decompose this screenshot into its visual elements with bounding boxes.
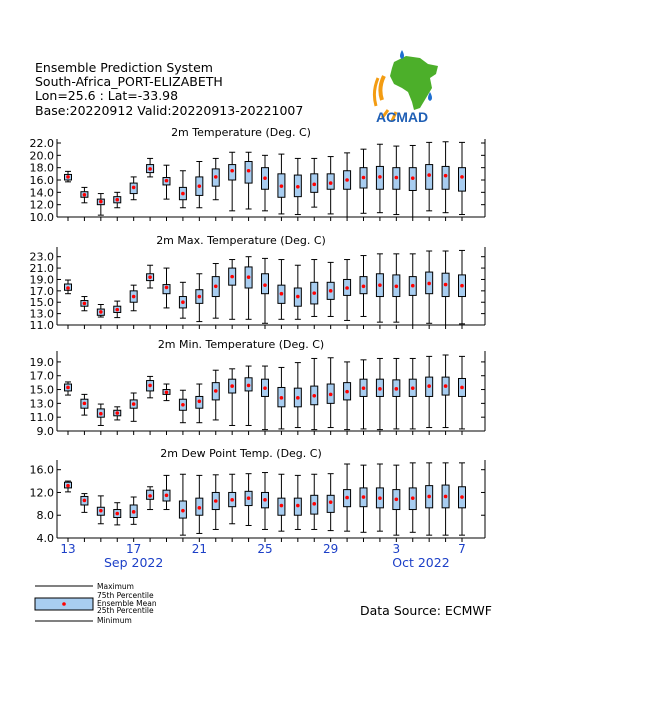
- mean-marker: [280, 184, 284, 188]
- box-plot-2: [376, 254, 383, 322]
- box-plot-20: [179, 474, 186, 535]
- mean-marker: [345, 390, 349, 394]
- box-plot-6: [442, 142, 449, 213]
- mean-marker: [329, 393, 333, 397]
- box-plot-27: [294, 265, 301, 319]
- y-tick-label: 12.0: [29, 198, 54, 212]
- mean-marker: [214, 175, 218, 179]
- box-plot-3: [393, 358, 400, 428]
- box-plot-2: [376, 358, 383, 429]
- box-plot-15: [97, 496, 104, 524]
- box-plot-15: [97, 404, 104, 425]
- mean-marker: [247, 384, 251, 388]
- box-plot-5: [426, 463, 433, 535]
- box-plot-18: [147, 376, 154, 397]
- box-plot-7: [459, 142, 466, 214]
- mean-marker: [214, 499, 218, 503]
- mean-marker: [181, 300, 185, 304]
- box-plot-19: [163, 475, 170, 509]
- y-tick-label: 14.0: [29, 186, 54, 200]
- mean-marker: [263, 176, 267, 180]
- box-plot-13: [65, 280, 72, 294]
- box-plot-19: [163, 384, 170, 401]
- box-plot-6: [442, 463, 449, 535]
- y-tick-label: 4.0: [36, 532, 54, 545]
- y-tick-label: 23.0: [29, 250, 54, 264]
- mean-marker: [83, 193, 87, 197]
- y-tick-label: 17.0: [29, 284, 54, 298]
- box-plot-18: [147, 265, 154, 288]
- box-plot-7: [459, 250, 466, 323]
- box-plot-1: [360, 149, 367, 213]
- box-plot-21: [196, 162, 203, 208]
- box-plot-3: [393, 254, 400, 322]
- mean-marker: [83, 302, 87, 306]
- mean-marker: [362, 284, 366, 288]
- box-plot-30: [344, 153, 351, 217]
- box-plot-30: [344, 464, 351, 531]
- y-tick-label: 13.0: [29, 397, 54, 411]
- mean-marker: [214, 389, 218, 393]
- mean-marker: [411, 284, 415, 288]
- mean-marker: [181, 403, 185, 407]
- x-tick-label: 7: [458, 542, 466, 556]
- box-plot-17: [130, 393, 137, 421]
- box-plot-23: [229, 260, 236, 320]
- mean-marker: [427, 282, 431, 286]
- box-plot-30: [344, 260, 351, 321]
- legend: [35, 582, 157, 625]
- y-tick-label: 8.0: [36, 509, 54, 523]
- box-plot-20: [179, 282, 186, 318]
- y-tick-label: 21.0: [29, 262, 54, 276]
- box-plot-13: [65, 481, 72, 492]
- month-label: Sep 2022: [103, 555, 164, 570]
- y-tick-label: 13.0: [29, 307, 54, 321]
- box-plot-16: [114, 301, 121, 318]
- y-tick-label: 16.0: [29, 463, 54, 477]
- box-plot-16: [114, 503, 121, 525]
- box-plot-16: [114, 407, 121, 420]
- box-plot-3: [393, 465, 400, 535]
- mean-marker: [115, 198, 119, 202]
- panel-3: [30, 338, 486, 438]
- mean-marker: [230, 498, 234, 502]
- iqr-box: [442, 166, 449, 189]
- mean-marker: [115, 512, 119, 516]
- mean-marker: [312, 502, 316, 506]
- mean-marker: [165, 179, 169, 183]
- y-tick-label: 20.0: [29, 149, 54, 163]
- mean-marker: [247, 275, 251, 279]
- box-plot-24: [245, 474, 252, 526]
- box-plot-22: [212, 158, 219, 199]
- box-plot-17: [130, 177, 137, 200]
- panel-title: 2m Min. Temperature (Deg. C): [157, 338, 325, 351]
- y-tick-label: 11.0: [29, 411, 54, 425]
- box-plot-28: [311, 158, 318, 207]
- mean-marker: [132, 186, 136, 190]
- legend-p75-label: 75th Percentile: [97, 591, 154, 600]
- box-plot-5: [426, 251, 433, 323]
- mean-marker: [165, 494, 169, 498]
- box-plot-15: [97, 305, 104, 318]
- box-plot-26: [278, 474, 285, 531]
- mean-marker: [427, 384, 431, 388]
- mean-marker: [362, 386, 366, 390]
- box-plot-14: [81, 297, 88, 311]
- box-plot-20: [179, 171, 186, 208]
- box-plot-1: [360, 360, 367, 429]
- box-plot-27: [294, 158, 301, 214]
- box-plot-14: [81, 187, 88, 202]
- mean-marker: [148, 167, 152, 171]
- mean-marker: [280, 396, 284, 400]
- box-plot-19: [163, 268, 170, 308]
- box-plot-1: [360, 256, 367, 317]
- mean-marker: [378, 283, 382, 287]
- y-tick-label: 15.0: [29, 383, 54, 397]
- x-tick-label: 29: [323, 542, 339, 556]
- mean-marker: [132, 295, 136, 299]
- box-plot-14: [81, 494, 88, 513]
- mean-marker: [115, 411, 119, 415]
- box-plot-7: [459, 463, 466, 535]
- box-plot-4: [409, 145, 416, 217]
- mean-marker: [444, 495, 448, 499]
- panel-title: 2m Max. Temperature (Deg. C): [156, 234, 326, 247]
- box-plot-26: [278, 260, 285, 320]
- mean-marker: [345, 496, 349, 500]
- box-plot-6: [442, 355, 449, 428]
- box-plot-13: [65, 382, 72, 395]
- mean-marker: [460, 284, 464, 288]
- y-tick-label: 10.0: [29, 211, 54, 224]
- box-plot-6: [442, 251, 449, 325]
- panel-4: [30, 447, 486, 545]
- mean-marker: [148, 494, 152, 498]
- mean-marker: [198, 295, 202, 299]
- mean-marker: [395, 387, 399, 391]
- legend-mean-marker: [62, 602, 66, 606]
- box-plot-7: [459, 356, 466, 429]
- box-plot-13: [65, 171, 72, 181]
- legend-p25-label: 25th Percentile: [97, 606, 154, 615]
- mean-marker: [99, 412, 103, 416]
- mean-marker: [296, 295, 300, 299]
- y-tick-label: 17.0: [29, 369, 54, 383]
- mean-marker: [198, 399, 202, 403]
- mean-marker: [83, 499, 87, 503]
- box-plot-21: [196, 384, 203, 423]
- mean-marker: [329, 500, 333, 504]
- mean-marker: [230, 275, 234, 279]
- mean-marker: [181, 192, 185, 196]
- mean-marker: [411, 386, 415, 390]
- mean-marker: [296, 185, 300, 189]
- y-tick-label: 16.0: [29, 174, 54, 187]
- mean-marker: [148, 275, 152, 279]
- data-source: Data Source: ECMWF: [360, 603, 492, 618]
- mean-marker: [230, 169, 234, 173]
- logo-text: ACMAD: [376, 109, 429, 125]
- box-plot-21: [196, 475, 203, 533]
- mean-marker: [329, 181, 333, 185]
- mean-marker: [444, 283, 448, 287]
- mean-marker: [165, 391, 169, 395]
- box-plot-2: [376, 144, 383, 212]
- mean-marker: [460, 386, 464, 390]
- box-plot-3: [393, 146, 400, 214]
- mean-marker: [460, 175, 464, 179]
- box-plot-27: [294, 363, 301, 428]
- mean-marker: [198, 184, 202, 188]
- box-plot-17: [130, 497, 137, 524]
- iqr-box: [426, 165, 433, 190]
- box-plot-28: [311, 260, 318, 317]
- mean-marker: [395, 176, 399, 180]
- box-plot-21: [196, 274, 203, 322]
- mean-marker: [230, 384, 234, 388]
- mean-marker: [115, 308, 119, 312]
- mean-marker: [99, 310, 103, 314]
- mean-marker: [280, 504, 284, 508]
- y-tick-label: 22.0: [29, 137, 54, 150]
- y-tick-label: 15.0: [29, 296, 54, 310]
- header-line-4: Base:20220912 Valid:20220913-20221007: [35, 103, 304, 118]
- mean-marker: [312, 291, 316, 295]
- mean-marker: [362, 176, 366, 180]
- y-tick-label: 9.0: [36, 425, 54, 438]
- mean-marker: [444, 384, 448, 388]
- mean-marker: [280, 292, 284, 296]
- mean-marker: [411, 496, 415, 500]
- mean-marker: [312, 394, 316, 398]
- mean-marker: [345, 178, 349, 182]
- box-plot-25: [262, 258, 269, 323]
- box-plot-29: [327, 262, 334, 316]
- box-plot-22: [212, 370, 219, 420]
- mean-marker: [312, 183, 316, 187]
- mean-marker: [444, 174, 448, 178]
- panel-1: [30, 126, 486, 224]
- box-plot-5: [426, 142, 433, 210]
- legend-min-label: Minimum: [97, 616, 132, 625]
- box-plot-22: [212, 475, 219, 530]
- mean-marker: [66, 386, 70, 390]
- mean-marker: [181, 509, 185, 513]
- box-plot-29: [327, 358, 334, 428]
- header-line-3: Lon=25.6 : Lat=-33.98: [35, 88, 179, 103]
- mean-marker: [263, 386, 267, 390]
- box-plot-2: [376, 464, 383, 531]
- x-tick-label: 13: [60, 542, 76, 556]
- box-plot-18: [147, 487, 154, 510]
- mean-marker: [247, 496, 251, 500]
- box-plot-30: [344, 362, 351, 430]
- box-plot-18: [147, 158, 154, 177]
- mean-marker: [66, 286, 70, 290]
- box-plot-23: [229, 474, 236, 524]
- panel-title: 2m Dew Point Temp. (Deg. C): [160, 447, 322, 460]
- box-plot-14: [81, 394, 88, 415]
- mean-marker: [378, 175, 382, 179]
- mean-marker: [427, 495, 431, 499]
- mean-marker: [329, 289, 333, 293]
- mean-marker: [296, 396, 300, 400]
- mean-marker: [83, 402, 87, 406]
- mean-marker: [460, 495, 464, 499]
- mean-marker: [345, 286, 349, 290]
- y-tick-label: 18.0: [29, 161, 54, 175]
- box-plot-26: [278, 154, 285, 214]
- x-tick-label: 21: [191, 542, 207, 556]
- header-line-2: South-Africa_PORT-ELIZABETH: [35, 74, 223, 89]
- mean-marker: [165, 286, 169, 290]
- box-plot-23: [229, 369, 236, 426]
- mean-marker: [296, 504, 300, 508]
- mean-marker: [132, 402, 136, 406]
- legend-mean-label: Ensemble Mean: [97, 599, 157, 608]
- mean-marker: [263, 498, 267, 502]
- box-plot-5: [426, 356, 433, 427]
- legend-max-label: Maximum: [97, 582, 134, 591]
- iqr-box: [459, 168, 466, 191]
- y-tick-label: 11.0: [29, 319, 54, 332]
- x-tick-label: 3: [392, 542, 401, 556]
- box-plot-28: [311, 474, 318, 529]
- mean-marker: [395, 284, 399, 288]
- x-tick-label: 25: [257, 542, 273, 556]
- box-plot-20: [179, 390, 186, 422]
- mean-marker: [132, 510, 136, 514]
- box-plot-29: [327, 157, 334, 214]
- panel-title: 2m Temperature (Deg. C): [171, 126, 311, 139]
- box-plot-29: [327, 474, 334, 531]
- mean-marker: [395, 497, 399, 501]
- mean-marker: [198, 506, 202, 510]
- box-plot-27: [294, 475, 301, 529]
- box-plot-4: [409, 463, 416, 532]
- box-plot-4: [409, 358, 416, 428]
- mean-marker: [411, 176, 415, 180]
- mean-marker: [362, 495, 366, 499]
- mean-marker: [99, 509, 103, 513]
- y-tick-label: 12.0: [29, 486, 54, 500]
- box-plot-28: [311, 358, 318, 429]
- mean-marker: [378, 387, 382, 391]
- box-plot-15: [97, 194, 104, 216]
- mean-marker: [427, 173, 431, 177]
- mean-marker: [263, 283, 267, 287]
- mean-marker: [247, 169, 251, 173]
- panel-2: [30, 234, 486, 332]
- box-plot-23: [229, 152, 236, 211]
- y-tick-label: 19.0: [29, 355, 54, 369]
- box-plot-22: [212, 264, 219, 319]
- box-plot-1: [360, 465, 367, 532]
- box-plot-16: [114, 192, 121, 207]
- box-plot-24: [245, 257, 252, 320]
- box-plot-25: [262, 473, 269, 530]
- box-plot-26: [278, 367, 285, 428]
- box-plot-24: [245, 366, 252, 425]
- x-tick-label: 17: [126, 542, 142, 556]
- box-plot-4: [409, 254, 416, 325]
- mean-marker: [214, 284, 218, 288]
- mean-marker: [378, 496, 382, 500]
- mean-marker: [148, 384, 152, 388]
- header-line-1: Ensemble Prediction System: [35, 60, 213, 75]
- mean-marker: [99, 200, 103, 204]
- box-plot-25: [262, 366, 269, 430]
- y-tick-label: 19.0: [29, 273, 54, 287]
- mean-marker: [66, 484, 70, 488]
- box-plot-24: [245, 152, 252, 209]
- box-plot-17: [130, 285, 137, 311]
- mean-marker: [66, 175, 70, 179]
- box-plot-25: [262, 155, 269, 211]
- box-plot-19: [163, 165, 170, 199]
- month-label: Oct 2022: [392, 555, 450, 570]
